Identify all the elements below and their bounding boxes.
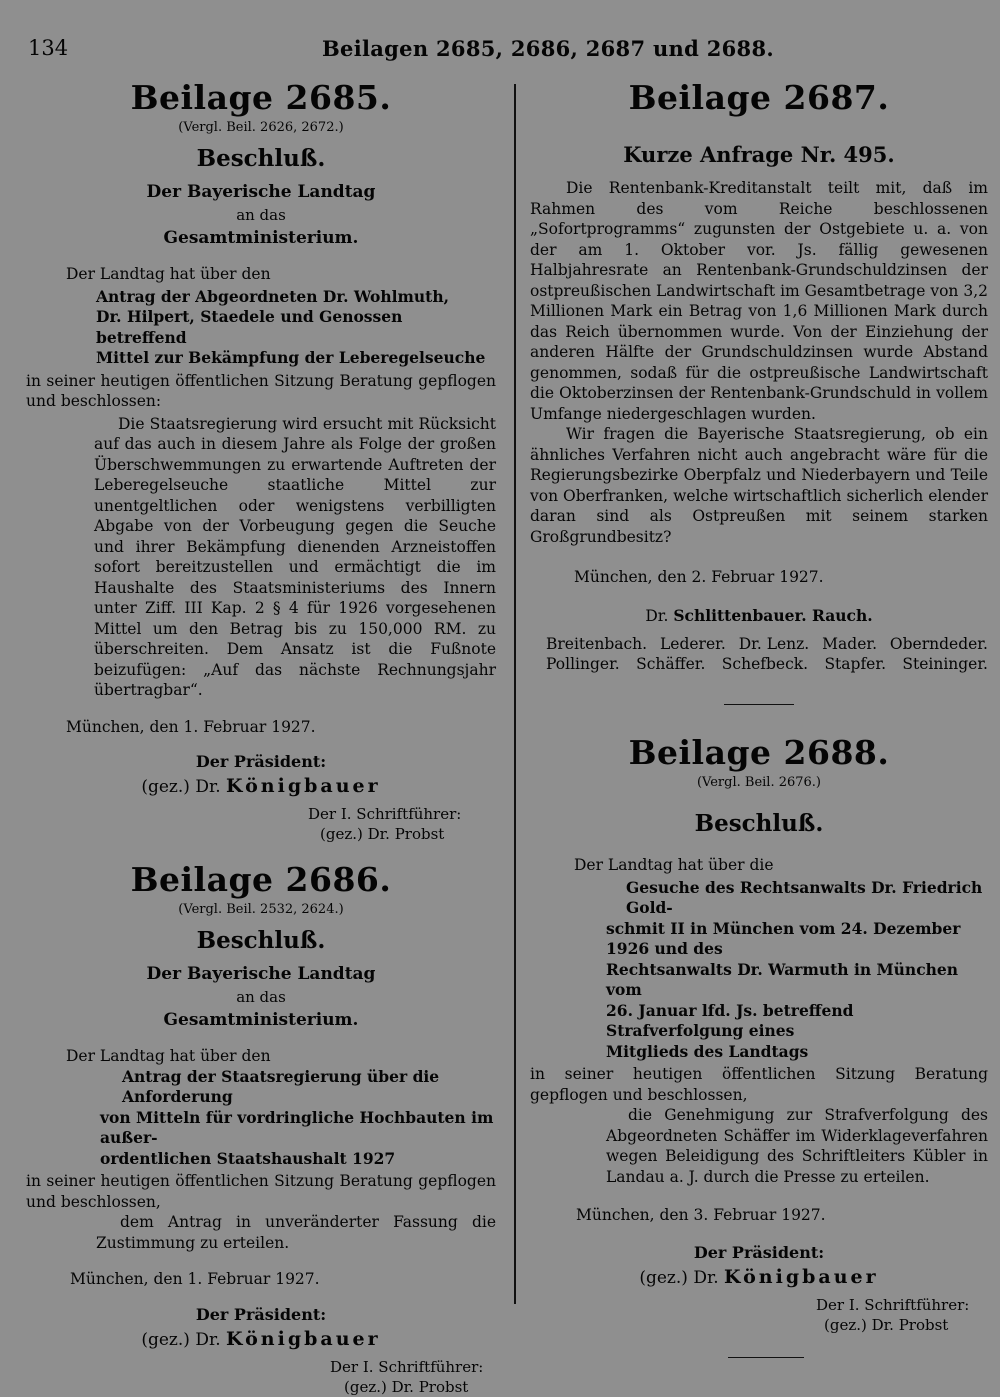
signer-name: Stapfer. (824, 655, 886, 673)
beilage-2686-schriftfuehrer: (gez.) Dr. Probst (344, 1377, 469, 1396)
beilage-2686-gez: (gez.) Dr. (141, 1329, 221, 1350)
beilage-2688-schriftfuehrer-label: Der I. Schriftführer: (816, 1295, 970, 1314)
beilage-2685-schriftfuehrer: (gez.) Dr. Probst (320, 825, 445, 843)
beilage-2685-date: München, den 1. Februar 1927. (66, 717, 316, 736)
beilage-2685-reference: (Vergl. Beil. 2626, 2672.) (178, 120, 344, 135)
beilage-2685-intro: Der Landtag hat über den (66, 265, 271, 283)
section-end-rule (728, 1357, 804, 1358)
beilage-2688-beschluss-heading: Beschluß. (694, 810, 824, 837)
beilage-2686-antrag-line-1: Antrag der Staatsregierung über die Anforderung (122, 1066, 440, 1106)
beilage-2685-beraten: in seiner heutigen öffentlichen Sitzung Beratung gepflogen und beschlossen: (26, 371, 496, 410)
signer-name: Mader. (822, 635, 877, 653)
beilage-2686-an-das: an das (236, 988, 286, 1006)
beilage-2687-title: Beilage 2687. (628, 78, 890, 117)
beilage-2686-recipient: Gesamtministerium. (163, 1010, 359, 1030)
beilage-2685-beschluss-heading: Beschluß. (196, 145, 326, 172)
beilage-2687-subtitle: Kurze Anfrage Nr. 495. (623, 142, 895, 167)
beilage-2688-gesuch-line-1: Gesuche des Rechtsanwalts Dr. Friedrich Gold- (626, 877, 983, 917)
beilage-2686-beraten: in seiner heutigen öffentlichen Sitzung Beratung gepflogen und beschlossen, (26, 1172, 496, 1211)
beilage-2685-sender: Der Bayerische Landtag (146, 182, 376, 202)
beilage-2688-gesuch-line-5: Mitglieds des Landtags (606, 1041, 809, 1061)
beilage-2685-title: Beilage 2685. (130, 78, 392, 117)
signer-name: Pollinger. (546, 655, 620, 673)
beilage-2687-date: München, den 2. Februar 1927. (574, 568, 824, 586)
beilage-2686-praesident-signature (26, 1326, 496, 1353)
beilage-2687-signers-row-2 (530, 654, 988, 674)
beilage-2686-intro: Der Landtag hat über den (66, 1047, 271, 1065)
beilage-2688 (530, 731, 988, 1358)
beilage-2685-praesident-name: Königbauer (226, 775, 381, 797)
beilage-2688-title: Beilage 2688. (628, 733, 890, 772)
beilage-2686-body: dem Antrag in unveränderter Fassung die Zustimmung zu erteilen. (96, 1213, 496, 1252)
beilage-2686-antrag-line-3: ordentlichen Staatshaushalt 1927 (100, 1148, 396, 1168)
beilage-2685-antrag-line-3: Mittel zur Bekämpfung der Leberegelseuche (96, 348, 486, 367)
beilage-2686-beschluss-heading: Beschluß. (196, 927, 326, 954)
section-separator (724, 704, 794, 705)
beilage-2685-body: Die Staatsregierung wird ersucht mit Rücksicht auf das auch in diesem Jahre als Folge der großen Überschwemmungen zu erwartende Auftreten der Leberegelseuche staatliche Mittel zur unentgeltlichen oder wenigstens verbilligten Abgabe von der Vorbeugung gegen die Seuche und ihrer Bekämpfung dienenden Arzneistoffen sofort bereitzustellen und ermächtigt die im Haushalte des Staatsministeriums des Innern unter Ziff. III Kap. 2 § 4 für 1926 vorgesehenen Mittel um den Betrag bis zu 150,000 RM. zu überschreiten. Dem Ansatz ist die Fußnote beizufügen: „Auf das nächste Rechnungsjahr übertragbar“. (94, 414, 496, 699)
right-column (530, 76, 988, 1358)
beilage-2686-praesident-label: Der Präsident: (195, 1304, 327, 1324)
beilage-2686-antrag-line-2: von Mitteln für vordringliche Hochbauten im außer- (100, 1107, 494, 1147)
beilage-2688-reference: (Vergl. Beil. 2676.) (696, 775, 822, 790)
beilage-2685-schriftfuehrer-label: Der I. Schriftführer: (308, 805, 462, 823)
beilage-2685-antrag-line-2: Dr. Hilpert, Staedele und Genossen betreffend (96, 307, 403, 347)
beilage-2687-signers-lead: Dr. (645, 606, 669, 625)
beilage-2686-title: Beilage 2686. (130, 860, 392, 899)
beilage-2685-gez: (gez.) Dr. (141, 777, 221, 797)
beilage-2686-sender: Der Bayerische Landtag (146, 964, 376, 984)
beilage-2688-date: München, den 3. Februar 1927. (576, 1206, 826, 1224)
beilage-2686-date: München, den 1. Februar 1927. (70, 1270, 320, 1288)
beilage-2687-paragraph-2: Wir fragen die Bayerische Staatsregierung, ob ein ähnliches Verfahren nicht auch angebracht wäre für die Regierungsbezirke Oberpfalz und Niederbayern und Teile von Oberfranken, welche wirtschaftlich sicherlich elender daran sind als Ostpreußen mit seinem starken Großgrundbesitz? (530, 425, 988, 546)
beilage-2685-praesident-label: Der Präsident: (195, 752, 327, 771)
beilage-2687-signers-main: Schlittenbauer. Rauch. (673, 605, 873, 625)
beilage-2685 (26, 76, 496, 844)
beilage-2688-beraten: in seiner heutigen öffentlichen Sitzung Beratung gepflogen und beschlossen, (530, 1065, 988, 1104)
beilage-2685-recipient: Gesamtministerium. (163, 228, 359, 248)
signer-name: Oberndeder. (889, 635, 988, 653)
beilage-2688-gesuch-line-2: schmit II in München vom 24. Dezember 1926 und des (606, 918, 961, 958)
beilage-2686-schriftfuehrer-label: Der I. Schriftführer: (330, 1357, 484, 1376)
beilage-2688-intro: Der Landtag hat über die (574, 856, 774, 874)
signer-name: Schäffer. (636, 655, 706, 673)
page-number: 134 (28, 36, 69, 60)
beilage-2688-gez: (gez.) Dr. (639, 1267, 719, 1288)
beilage-2687-main-signers (530, 606, 988, 627)
beilage-2686-praesident-name: Königbauer (226, 1327, 381, 1350)
beilage-2688-gesuch-line-4: 26. Januar lfd. Js. betreffend Strafverfolgung eines (606, 1000, 854, 1040)
signer-name: Steininger. (902, 655, 988, 673)
beilage-2685-praesident-signature (26, 773, 496, 800)
beilage-2688-praesident-signature (530, 1264, 988, 1291)
signer-name: Dr. Lenz. (738, 635, 810, 653)
beilage-2685-an-das: an das (236, 206, 286, 224)
beilage-2686-reference: (Vergl. Beil. 2532, 2624.) (178, 902, 344, 917)
beilage-2686 (26, 858, 496, 1397)
beilage-2687-signers-row-1 (530, 634, 988, 654)
signer-name: Schefbeck. (721, 655, 809, 673)
signer-name: Lederer. (660, 635, 726, 653)
signer-name: Breitenbach. (546, 635, 648, 653)
running-header: Beilagen 2685, 2686, 2687 und 2688. (322, 36, 774, 61)
beilage-2685-antrag-line-1: Antrag der Abgeordneten Dr. Wohlmuth, (96, 286, 449, 306)
beilage-2688-body: die Genehmigung zur Strafverfolgung des Abgeordneten Schäffer im Widerklageverfahren wegen Beleidigung des Schriftleiters Kübler in Landau a. J. durch die Presse zu erteilen. (606, 1106, 988, 1186)
beilage-2688-praesident-label: Der Präsident: (693, 1242, 825, 1262)
beilage-2688-gesuch-line-3: Rechtsanwalts Dr. Warmuth in München vom (606, 959, 959, 999)
beilage-2688-praesident-name: Königbauer (724, 1265, 879, 1288)
beilage-2687 (530, 76, 988, 705)
beilage-2688-schriftfuehrer: (gez.) Dr. Probst (824, 1315, 949, 1334)
column-divider (514, 84, 516, 1304)
left-column (26, 76, 496, 1397)
beilage-2687-paragraph-1: Die Rentenbank-Kreditanstalt teilt mit, daß im Rahmen des vom Reiche beschlossenen „Sofortprogramms“ zugunsten der Ostgebiete u. a. von der am 1. Oktober vor. Js. fällig gewesenen Halbjahresrate an Rentenbank-Grundschuldzinsen der ostpreußischen Landwirtschaft im Gesamtbetrage von 3,2 Millionen Mark ein Betrag von 1,6 Millionen Mark durch das Reich übernommen wurde. Von der Einziehung der anderen Hälfte der Grundschuldzinsen wurde Abstand genommen, sodaß für die ostpreußische Landwirtschaft die Oktoberzinsen der Rentenbank-Grundschuld in vollem Umfange niedergeschlagen wurden. (530, 179, 988, 423)
